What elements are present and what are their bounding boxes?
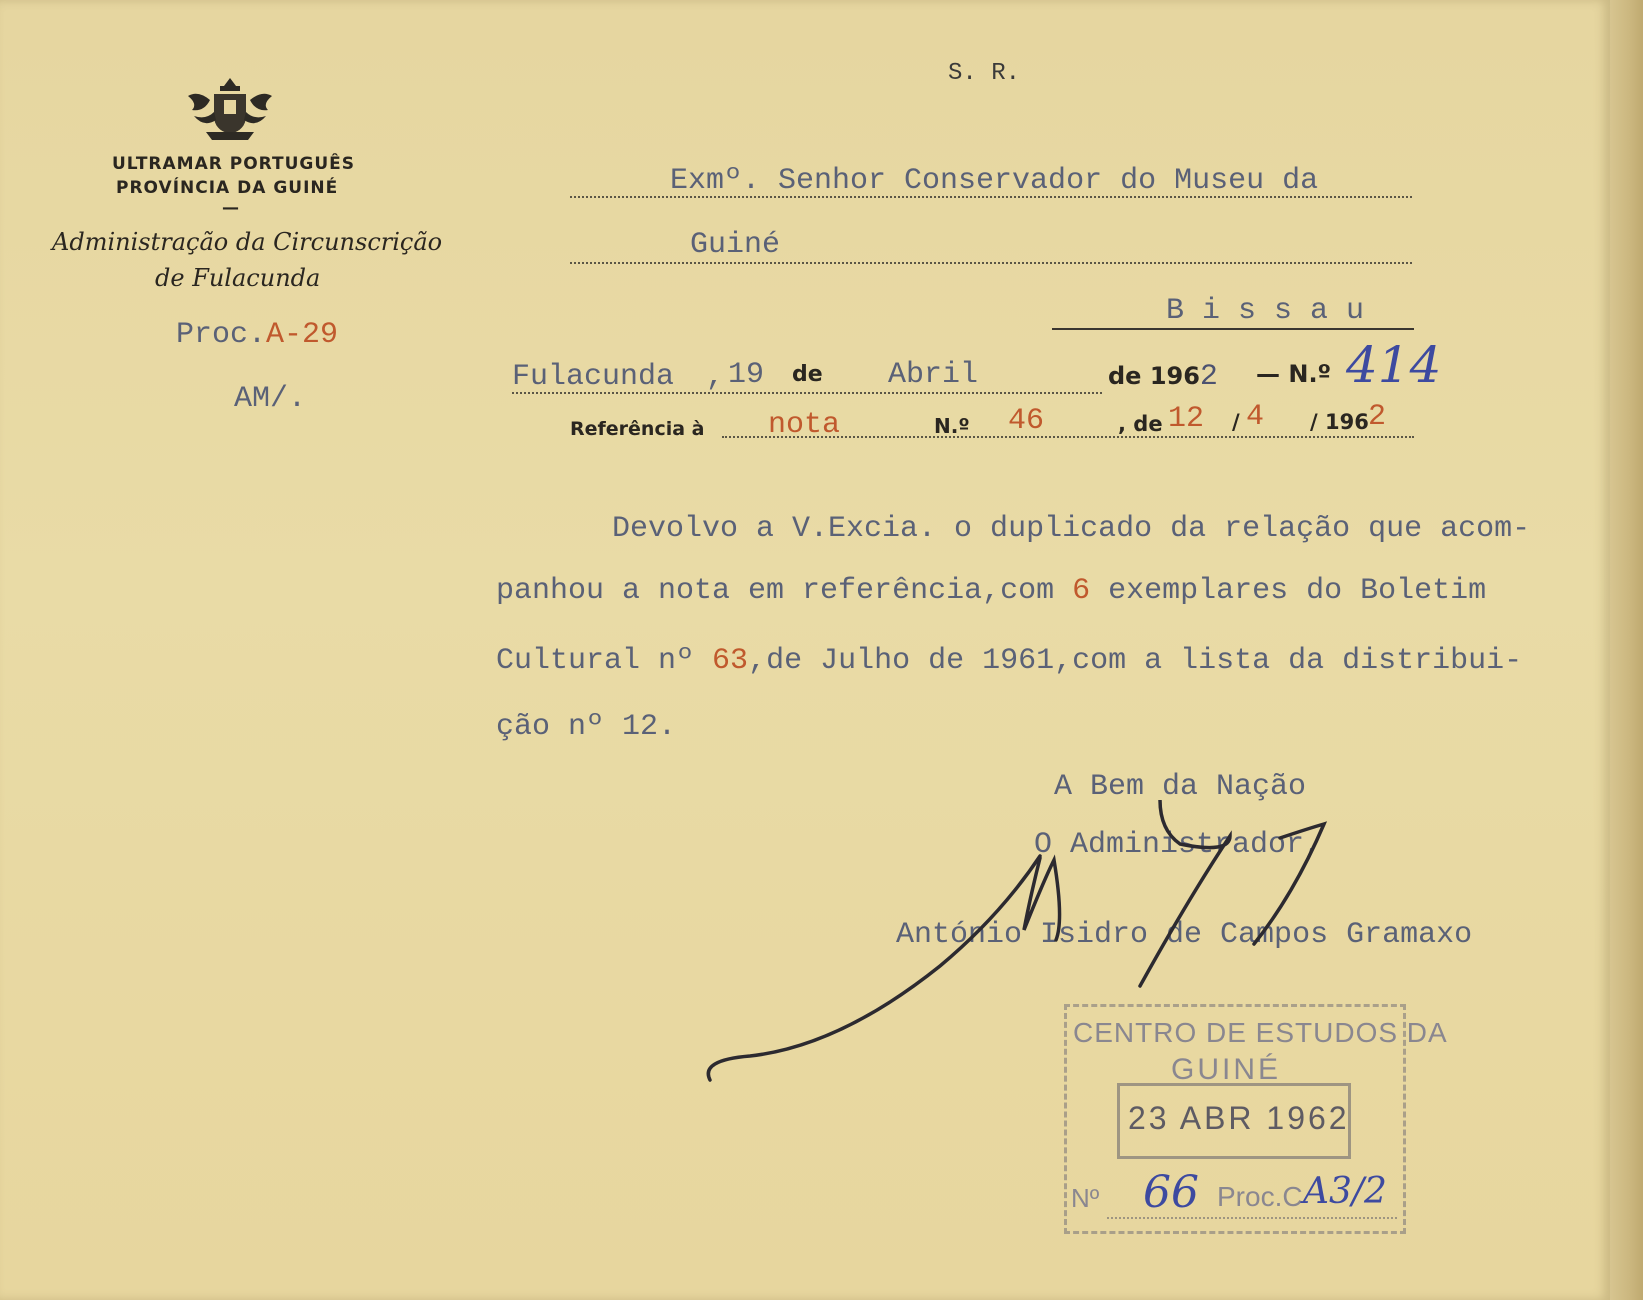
top-code: S. R. — [948, 60, 1021, 87]
stamp-line2: GUINÉ — [1171, 1053, 1282, 1086]
reference-year-prefix: / 196 — [1310, 410, 1369, 434]
stamp-date-box — [1117, 1083, 1351, 1159]
header-line-provincia: PROVÍNCIA DA GUINÉ — [116, 178, 339, 198]
process-reference — [176, 318, 338, 352]
dateline-comma: , — [706, 360, 725, 394]
paper-edge — [1610, 0, 1643, 1300]
closing-salutation: A Bem da Nação — [1054, 770, 1307, 804]
recipient-dotted-line1 — [570, 196, 1412, 198]
stamp-dotted-line — [1107, 1217, 1397, 1219]
header-admin-line2: de Fulacunda — [155, 264, 321, 292]
dateline-month: Abril — [888, 358, 979, 392]
reference-year-digit: 2 — [1368, 400, 1387, 434]
stamp-number-handwritten: 66 — [1143, 1167, 1199, 1218]
dateline-place: Fulacunda — [512, 360, 675, 394]
body-line-1: Devolvo a V.Excia. o duplicado da relação que acom- — [612, 512, 1531, 546]
dateline-day: 19 — [728, 358, 765, 392]
reference-dotted-line — [722, 436, 1414, 438]
recipient-line2: Guiné — [690, 228, 781, 262]
closing-title: O Administrador, — [1034, 828, 1323, 862]
stamp-line1: CENTRO DE ESTUDOS DA — [1073, 1017, 1448, 1048]
body-line-4: ção nº 12. — [496, 710, 677, 744]
body-line-2: panhou a nota em referência,com 6 exemplares do Boletim — [496, 574, 1487, 608]
initials: AM/. — [234, 382, 307, 416]
header-dash: — — [222, 198, 239, 218]
dateline-de: de — [792, 362, 823, 387]
recipient-city: B i s s a u — [1166, 294, 1365, 328]
archive-stamp — [1064, 1004, 1448, 1234]
process-number: A-29 — [266, 318, 339, 352]
recipient-line1: Exmº. Senhor Conservador do Museu da — [670, 164, 1319, 198]
dateline-number-label: — N.º — [1256, 360, 1332, 388]
header-line-ultramar: ULTRAMAR PORTUGUÊS — [112, 154, 356, 174]
reference-number-label: N.º — [934, 414, 970, 438]
reference-number: 46 — [1008, 404, 1045, 438]
stamp-number-label: Nº — [1071, 1183, 1100, 1213]
recipient-dotted-line2 — [570, 262, 1412, 264]
stamp-date: 23 ABR 1962 — [1128, 1100, 1350, 1136]
body-line-3: Cultural nº 63,de Julho de 1961,com a lista da distribui- — [496, 644, 1523, 678]
reference-day: 12 — [1168, 402, 1205, 436]
stamp-proc-label: Proc.C — [1217, 1181, 1303, 1212]
reference-month: 4 — [1246, 400, 1265, 434]
reference-slash1: / — [1232, 410, 1240, 434]
closing-name: António Isidro de Campos Gramaxo — [896, 918, 1473, 952]
dateline-number-handwritten: 414 — [1346, 336, 1442, 394]
header-admin-line1: Administração da Circunscrição — [52, 228, 443, 256]
reference-de-label: , de — [1118, 412, 1163, 436]
reference-type: nota — [768, 408, 841, 442]
dateline-dotted-line — [512, 392, 1102, 394]
process-prefix: Proc. — [176, 318, 267, 352]
city-underline — [1052, 328, 1414, 330]
stamp-proc-handwritten: A3/2 — [1303, 1171, 1387, 1212]
dateline-year: de 1962 — [1108, 360, 1218, 394]
coat-of-arms-emblem — [184, 76, 276, 146]
reference-label: Referência à — [570, 418, 705, 440]
